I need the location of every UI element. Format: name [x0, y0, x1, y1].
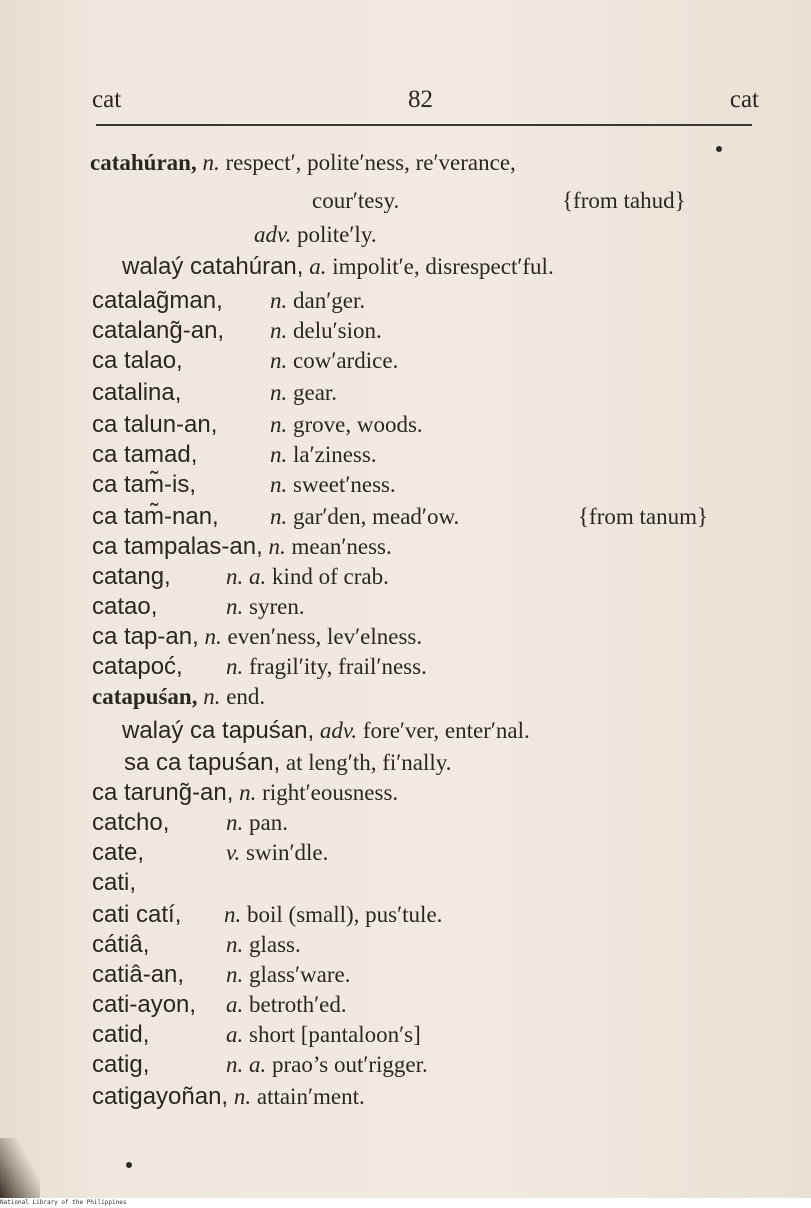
dictionary-entry	[92, 502, 709, 532]
entry-part-of-speech: a.	[226, 1022, 244, 1047]
dictionary-entry	[92, 1082, 365, 1112]
entry-definition: glass′ware.	[249, 962, 351, 987]
header-right-guideword: cat	[729, 86, 759, 113]
dictionary-entry	[92, 470, 396, 500]
dictionary-entry	[92, 286, 366, 316]
dictionary-entry	[92, 652, 427, 682]
entry-headword: ca tam̃-is,	[92, 471, 197, 498]
entry-headword: catig,	[92, 1051, 150, 1078]
entry-body	[270, 470, 396, 500]
entry-headword: catapoć,	[92, 653, 183, 680]
dictionary-entry	[92, 838, 329, 868]
entry-part-of-speech: n.	[226, 654, 244, 679]
entry-body	[270, 410, 423, 440]
entry-definition: kind of crab.	[272, 564, 389, 589]
dictionary-entry	[92, 808, 288, 838]
entry-part-of-speech: adv.	[254, 222, 292, 247]
entry-part-of-speech: n.	[226, 810, 244, 835]
dictionary-entry	[92, 1050, 428, 1080]
entry-body	[226, 930, 301, 960]
entry-body	[202, 150, 515, 175]
entry-body	[270, 316, 382, 346]
entry-body	[309, 254, 554, 279]
dictionary-entry	[92, 316, 382, 346]
dictionary-entry	[92, 440, 377, 470]
entry-body	[270, 440, 377, 470]
entry-headword: walaý catahúran,	[122, 253, 304, 280]
entry-headword: catapuśan,	[92, 684, 198, 709]
entry-part-of-speech: n.	[224, 902, 242, 927]
dictionary-entry	[92, 532, 392, 562]
entry-headword: ca tampalas-an,	[92, 533, 263, 560]
entry-part-of-speech: a.	[226, 992, 244, 1017]
entry-part-of-speech: n.	[270, 504, 288, 529]
dictionary-entry	[92, 778, 398, 808]
entry-definition: attain′ment.	[256, 1084, 365, 1109]
entry-headword: cátiâ,	[92, 931, 150, 958]
entry-headword: walaý ca tapuśan,	[122, 717, 315, 744]
dictionary-entry	[122, 716, 530, 746]
entry-part-of-speech: n.	[233, 1084, 252, 1109]
entry-headword: catalang̃-an,	[92, 317, 225, 344]
entry-definition: syren.	[249, 594, 305, 619]
entry-definition: glass.	[249, 932, 301, 957]
entry-part-of-speech: n.	[226, 932, 244, 957]
entry-headword: ca talao,	[92, 347, 183, 374]
entry-definition: fragil′ity, frail′ness.	[249, 654, 427, 679]
entry-part-of-speech: n.	[270, 472, 288, 497]
entry-definition: grove, woods.	[293, 412, 423, 437]
entry-definition: right′eousness.	[262, 780, 399, 805]
entry-body	[204, 624, 422, 649]
entry-body	[203, 684, 265, 709]
dictionary-entry	[92, 900, 443, 930]
entry-headword: sa ca tapuśan,	[124, 749, 281, 776]
entry-body	[286, 750, 452, 775]
entry-headword: catalina,	[92, 379, 182, 406]
entry-part-of-speech: n.	[204, 624, 222, 649]
entry-part-of-speech: n.	[226, 962, 244, 987]
dictionary-entry	[92, 592, 305, 622]
entry-headword: ca tam̃-nan,	[92, 503, 219, 530]
entry-definition: sweet′ness.	[293, 472, 396, 497]
dictionary-entry	[92, 562, 389, 592]
entry-definition: impolit′e, disrespect′ful.	[332, 254, 554, 279]
entry-part-of-speech: n.	[270, 380, 288, 405]
entry-definition: fore′ver, enter′nal.	[362, 718, 530, 743]
entry-body	[226, 990, 347, 1020]
entry-part-of-speech: n.	[203, 684, 221, 709]
entry-body	[226, 1020, 421, 1050]
entry-part-of-speech: adv.	[319, 718, 358, 743]
entry-part-of-speech: n.	[268, 534, 286, 559]
entry-body	[270, 346, 398, 376]
entry-part-of-speech: n.	[270, 288, 288, 313]
dictionary-entry	[92, 346, 399, 376]
dictionary-entry	[92, 930, 301, 960]
entry-definition: gar′den, mead′ow.	[293, 504, 460, 529]
entry-definition: la′ziness.	[293, 442, 377, 467]
dictionary-entry	[122, 252, 554, 282]
entry-definition: mean′ness.	[291, 534, 392, 559]
entry-definition: swin′dle.	[246, 840, 329, 865]
entry-headword: ca tamad,	[92, 441, 198, 468]
entry-body	[270, 378, 337, 408]
entry-headword: cati catí,	[92, 901, 182, 928]
entry-definition: short [pantaloon′s]	[249, 1022, 421, 1047]
entry-definition: boil (small), pus′tule.	[247, 902, 443, 927]
entry-body	[320, 718, 530, 743]
entry-part-of-speech: n.	[270, 412, 288, 437]
entry-definition: cow′ardice.	[293, 348, 399, 373]
header-rule	[96, 124, 752, 126]
dictionary-entry	[92, 868, 136, 898]
entry-etymology: {from tahud}	[562, 188, 686, 213]
entry-headword: catalag̃man,	[92, 287, 223, 314]
header-left-guideword: cat	[92, 86, 122, 113]
entry-part-of-speech: n.	[270, 318, 288, 343]
dictionary-entry	[92, 990, 347, 1020]
entry-definition: gear.	[293, 380, 338, 405]
entry-body	[269, 534, 392, 559]
dictionary-entry	[92, 410, 423, 440]
entry-headword: catang,	[92, 563, 171, 590]
entry-headword: catao,	[92, 593, 158, 620]
entry-part-of-speech: n.	[226, 594, 244, 619]
entry-body	[226, 808, 288, 838]
entry-part-of-speech: n. a.	[226, 1052, 267, 1077]
entry-definition: polite′ly.	[297, 222, 377, 247]
entry-definition: at leng′th, fi′nally.	[285, 750, 452, 775]
entry-definition: betroth′ed.	[249, 992, 347, 1017]
dictionary-entry	[90, 148, 516, 178]
entry-headword: catigayoñan,	[92, 1083, 229, 1110]
entry-body	[226, 592, 305, 622]
entry-etymology: {from tanum}	[578, 504, 709, 529]
entry-body	[226, 652, 427, 682]
entry-body	[226, 562, 389, 592]
dictionary-entry	[92, 378, 338, 408]
entry-definition: cour′tesy.	[312, 188, 400, 213]
entry-headword: ca tarung̃-an,	[92, 779, 234, 806]
entry-definition: delu′sion.	[293, 318, 382, 343]
entry-headword: catcho,	[92, 809, 170, 836]
entry-headword: catid,	[92, 1021, 150, 1048]
entry-definition: respect′, polite′ness, re′verance,	[225, 150, 516, 175]
dictionary-entry	[92, 682, 265, 712]
entry-body	[234, 1084, 365, 1109]
entry-body	[270, 502, 459, 532]
dictionary-entry	[254, 220, 377, 250]
entry-part-of-speech: n.	[202, 150, 220, 175]
entry-part-of-speech: n.	[239, 780, 257, 805]
entry-body	[239, 780, 398, 805]
dictionary-entry	[312, 186, 686, 216]
entry-headword: cati-ayon,	[92, 991, 197, 1018]
entry-body	[312, 188, 399, 213]
page-corner-shadow	[0, 1138, 40, 1198]
entry-part-of-speech: v.	[226, 840, 241, 865]
footer-credit: National Library of the Philippines	[0, 1198, 811, 1208]
entry-body	[224, 900, 442, 930]
entry-headword: ca tap-an,	[92, 623, 199, 650]
entry-definition: dan′ger.	[293, 288, 366, 313]
entry-body	[254, 222, 377, 247]
ink-speck	[716, 146, 722, 152]
entry-definition: prao’s out′rigger.	[272, 1052, 428, 1077]
entry-part-of-speech: n.	[270, 348, 288, 373]
entry-headword: cate,	[92, 839, 145, 866]
entry-body	[226, 838, 328, 868]
entry-part-of-speech: n.	[270, 442, 288, 467]
entry-part-of-speech: a.	[309, 254, 327, 279]
entry-definition: pan.	[249, 810, 288, 835]
dictionary-entry	[92, 960, 351, 990]
entry-definition: end.	[226, 684, 266, 709]
entry-headword: cati,	[92, 869, 137, 896]
dictionary-entry	[92, 1020, 421, 1050]
page-number: 82	[408, 86, 433, 113]
ink-speck	[126, 1162, 132, 1168]
dictionary-entry	[92, 622, 422, 652]
entry-definition: even′ness, lev′elness.	[227, 624, 423, 649]
entry-headword: catiâ-an,	[92, 961, 185, 988]
entry-body	[270, 286, 365, 316]
entry-body	[226, 1050, 428, 1080]
entry-part-of-speech: n. a.	[226, 564, 267, 589]
entry-body	[226, 960, 350, 990]
entry-headword: catahúran,	[90, 150, 197, 175]
dictionary-entry	[124, 748, 452, 778]
entry-headword: ca talun-an,	[92, 411, 218, 438]
